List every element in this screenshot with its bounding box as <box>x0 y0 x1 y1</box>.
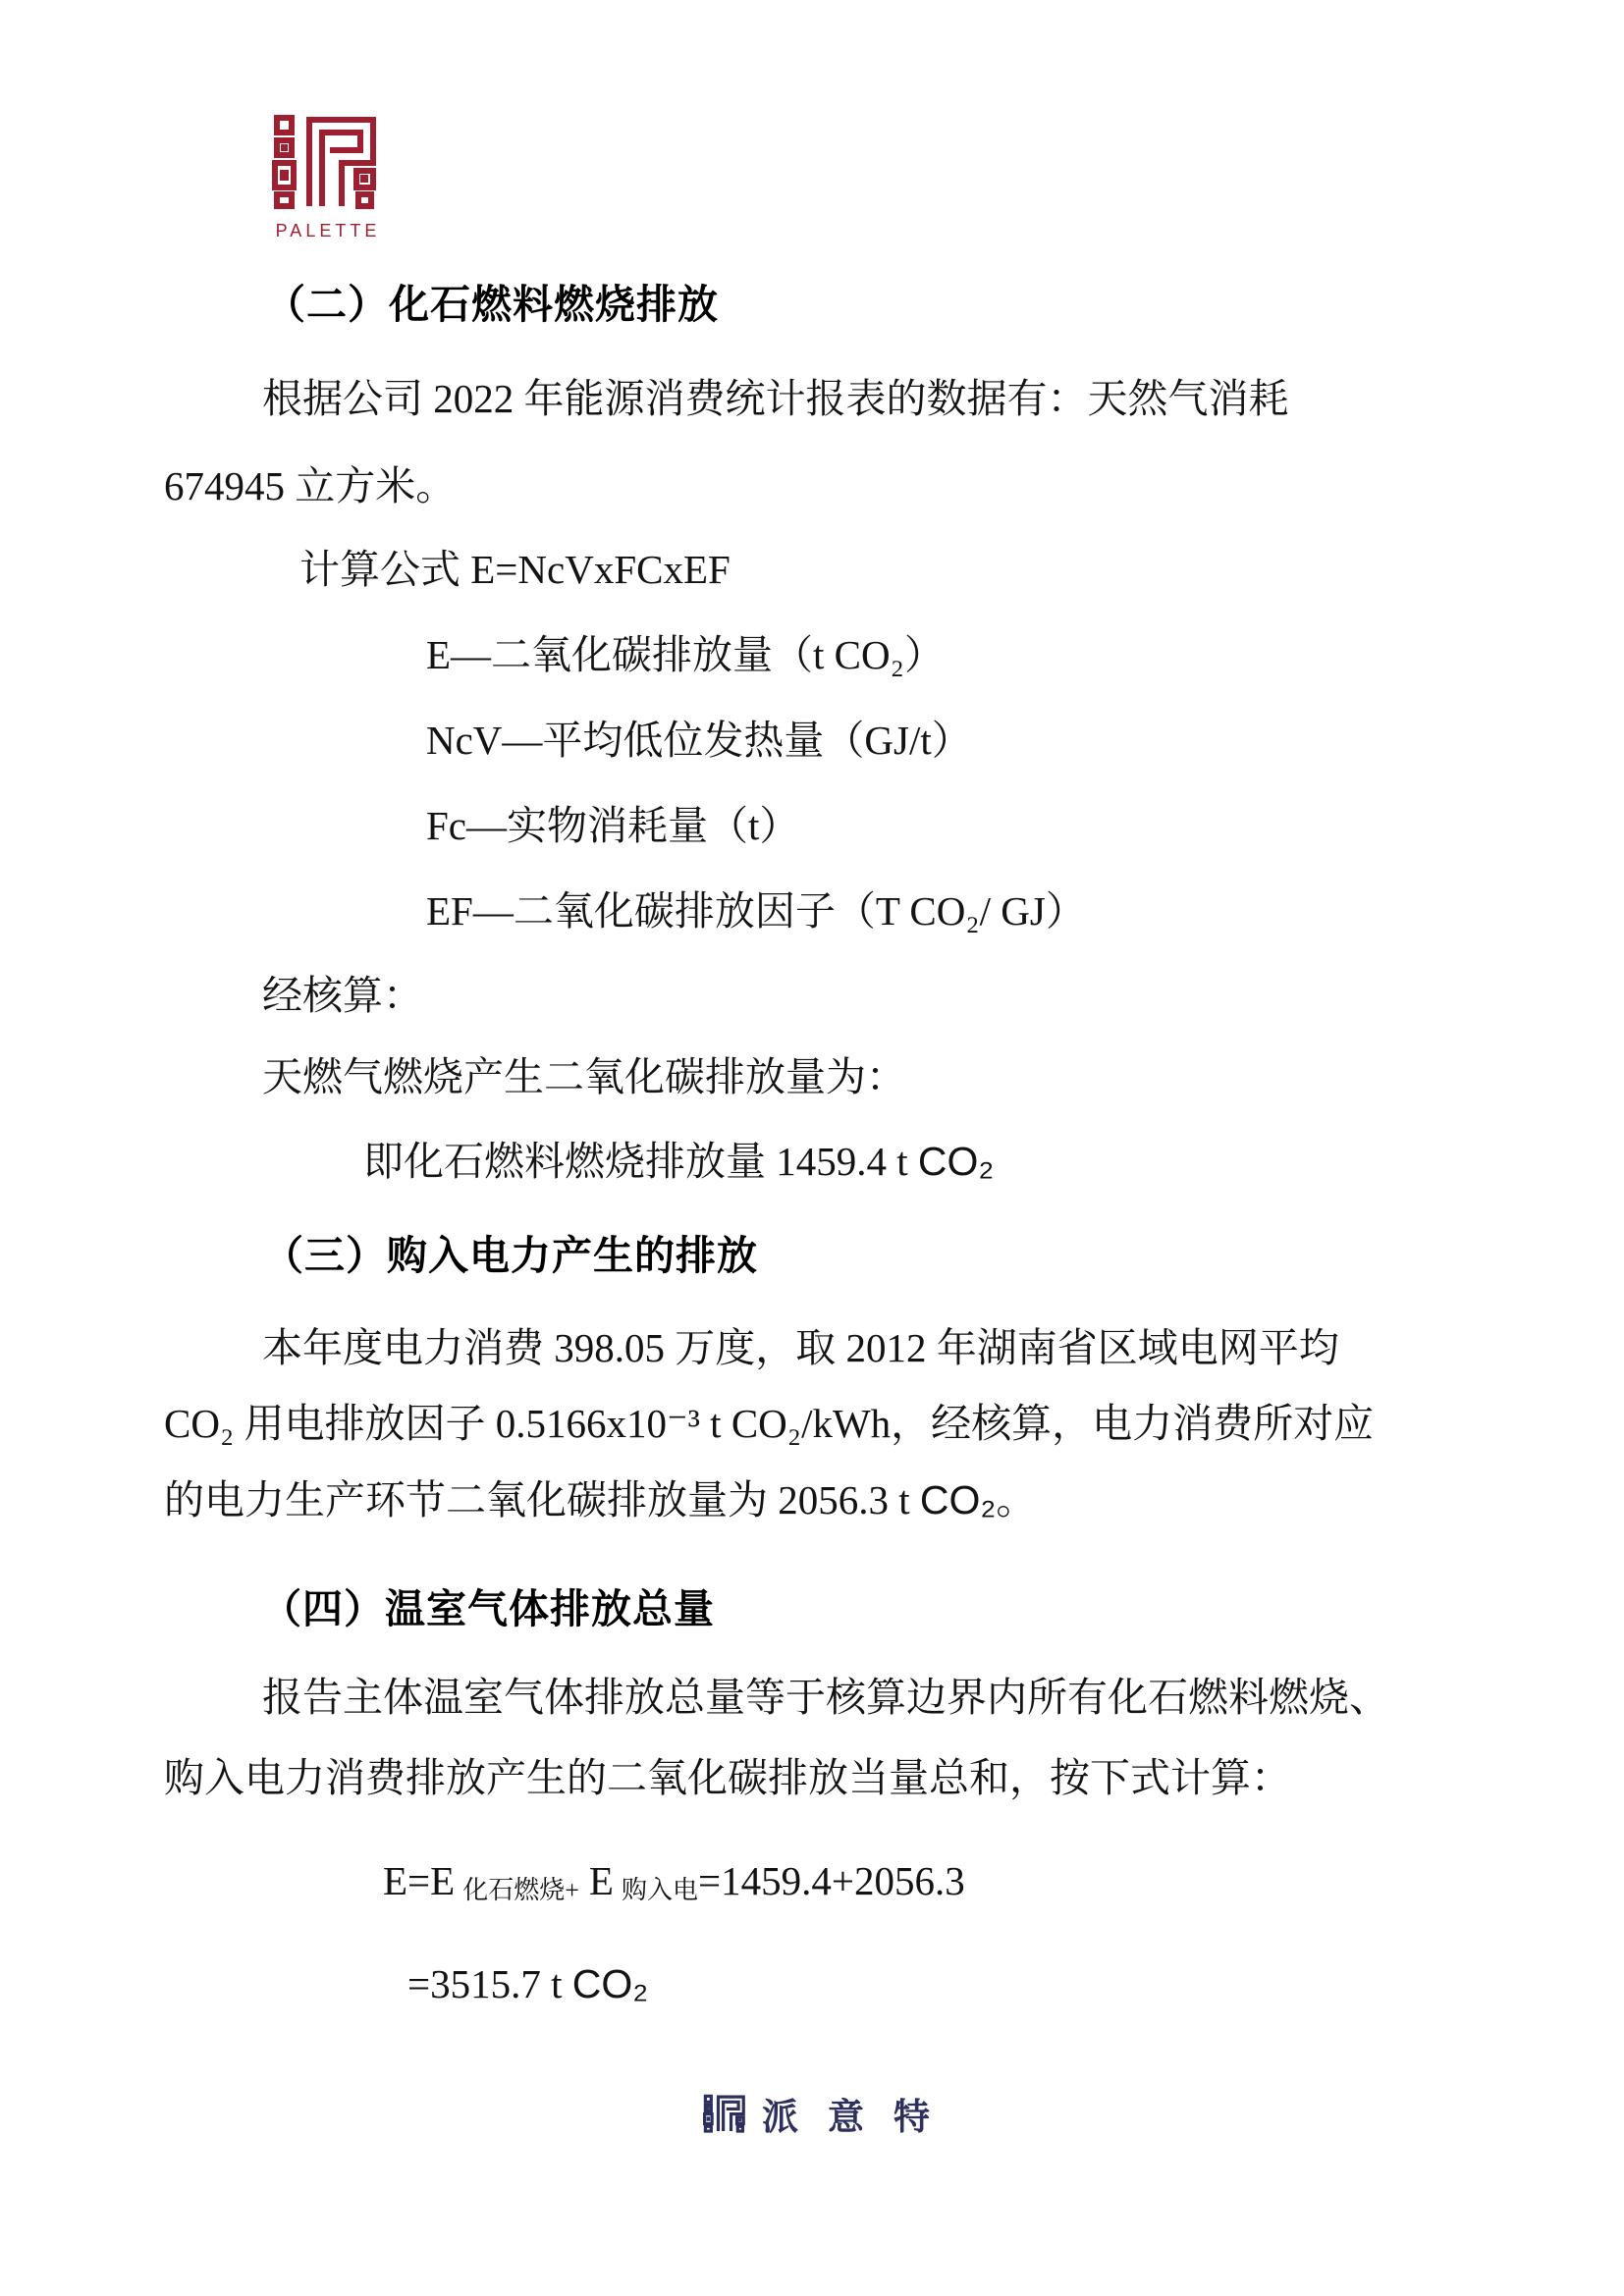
total-result-unit: CO₂ <box>571 1961 649 2006</box>
power-result-text: 的电力生产环节二氧化碳排放量为 2056.3 t <box>164 1477 920 1522</box>
fossil-para-line-1: 根据公司 2022 年能源消费统计报表的数据有：天然气消耗 <box>262 376 1289 421</box>
palette-logo-mark-icon <box>271 114 385 209</box>
power-para-line-1: 本年度电力消费 398.05 万度，取 2012 年湖南省区域电网平均 <box>262 1325 1339 1370</box>
fossil-para-line-2: 674945 立方米。 <box>164 463 457 508</box>
total-formula-sub-fossil: 化石燃烧+ <box>462 1876 579 1904</box>
paiyite-footer-logo <box>703 2087 959 2140</box>
section-heading-total-ghg: （四）温室气体排放总量 <box>261 1586 715 1631</box>
paiyite-logo-mark-icon <box>703 2091 748 2136</box>
total-formula-e2: E <box>588 1858 614 1903</box>
total-result-text: =3515.7 t <box>407 1961 572 2006</box>
power-para-line-3 <box>164 1477 1036 1523</box>
fossil-result-unit: CO₂ <box>917 1139 995 1184</box>
fossil-result-text: 即化石燃料燃烧排放量 1459.4 t <box>363 1139 918 1184</box>
section-heading-purchased-power: （三）购入电力产生的排放 <box>263 1233 758 1278</box>
total-formula-sum: =1459.4+2056.3 <box>697 1858 965 1903</box>
power-result-period: 。 <box>996 1477 1037 1522</box>
formula-def-ef: EF—二氧化碳排放因子（T CO₂/ GJ） <box>426 888 1086 934</box>
total-formula-e1: E=E <box>383 1858 456 1903</box>
fossil-note-2: 天燃气燃烧产生二氧化碳排放量为： <box>262 1054 906 1099</box>
fossil-note-1: 经核算： <box>262 973 423 1018</box>
fossil-result-line <box>363 1139 994 1185</box>
power-para-line-2: CO₂ 用电排放因子 0.5166x10⁻³ t CO₂/kWh，经核算，电力消费所对应 <box>164 1401 1375 1446</box>
total-para-line-1: 报告主体温室气体排放总量等于核算边界内所有化石燃料燃烧、 <box>262 1675 1389 1720</box>
total-formula-line <box>383 1858 965 1905</box>
total-formula-sub-power: 购入电 <box>621 1876 698 1904</box>
formula-def-e: E—二氧化碳排放量（t CO₂） <box>426 632 945 677</box>
palette-logo-text: PALETTE <box>275 221 381 240</box>
formula-def-ncv: NcV—平均低位发热量（GJ/t） <box>426 718 972 763</box>
palette-logo <box>269 114 387 241</box>
fossil-formula-intro: 计算公式 E=NcVxFCxEF <box>299 547 731 592</box>
total-para-line-2: 购入电力消费排放产生的二氧化碳排放当量总和，按下式计算： <box>164 1755 1291 1800</box>
total-result-line <box>407 1961 648 2007</box>
section-heading-fossil-fuel: （二）化石燃料燃烧排放 <box>265 282 719 327</box>
paiyite-logo-text: 派意特 <box>762 2097 959 2137</box>
formula-def-fc: Fc—实物消耗量（t） <box>426 803 800 848</box>
power-result-unit: CO₂ <box>919 1477 997 1522</box>
